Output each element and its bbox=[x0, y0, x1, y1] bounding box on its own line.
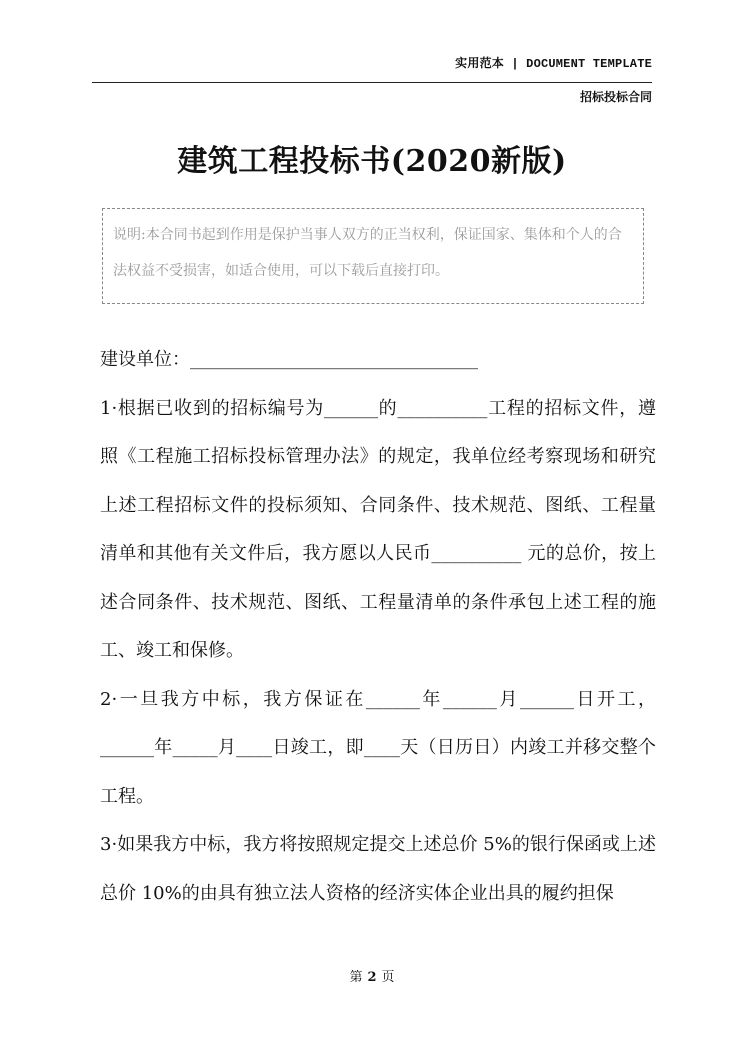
page-prefix: 第 bbox=[349, 970, 363, 985]
document-header-label: 实用范本 | DOCUMENT TEMPLATE bbox=[455, 57, 652, 71]
paragraph-construction-unit: 建设单位：________________________________ bbox=[100, 349, 478, 370]
page-suffix: 页 bbox=[381, 970, 395, 985]
document-body bbox=[100, 336, 656, 918]
paragraph-2: 2·一旦我方中标，我方保证在______年______月______日开工，______年_____月____日竣工，即____天（日历日）内竣工并移交整个工程。 bbox=[100, 688, 656, 807]
paragraph-1: 1·根据已收到的招标编号为______的__________工程的招标文件，遵照《工程施工招标投标管理办法》的规定，我单位经考察现场和研究上述工程招标文件的投标须知、合同条件、技术规范、图纸、工程量清单和其他有关文件后，我方愿以人民币__________ 元的总价，按上述合同条件、技术规范、图纸、工程量清单的条件承包上述工程的施工、竣工和保修。 bbox=[100, 397, 656, 661]
header-divider bbox=[92, 82, 652, 83]
note-box bbox=[102, 208, 644, 304]
paragraph-3: 3·如果我方中标，我方将按照规定提交上述总价 5%的银行保函或上述总价 10%的由具有独立法人资格的经济实体企业出具的履约担保 bbox=[100, 834, 656, 904]
page-footer bbox=[0, 966, 744, 985]
note-text: 说明:本合同书起到作用是保护当事人双方的正当权利，保证国家、集体和个人的合法权益不受损害，如适合使用，可以下载后直接打印。 bbox=[113, 227, 622, 279]
document-category-label: 招标投标合同 bbox=[579, 90, 652, 104]
page-number: 2 bbox=[367, 970, 377, 985]
page-title: 建筑工程投标书(2020新版) bbox=[177, 144, 567, 179]
